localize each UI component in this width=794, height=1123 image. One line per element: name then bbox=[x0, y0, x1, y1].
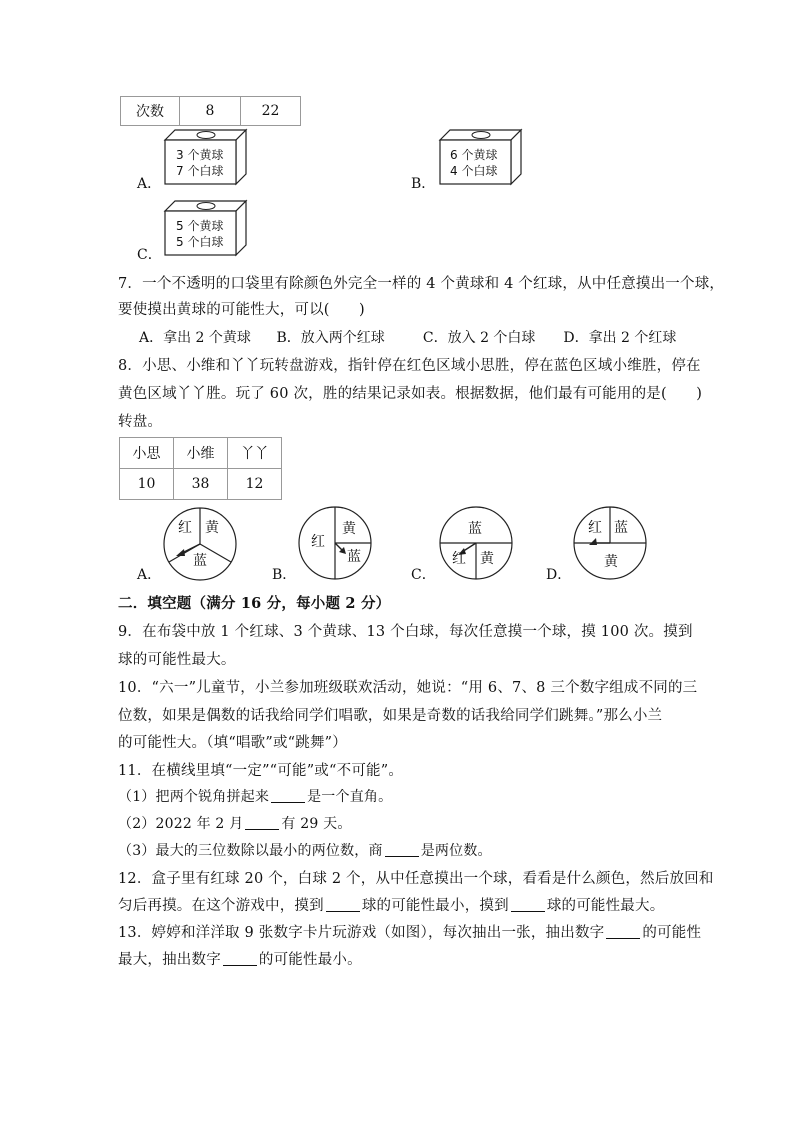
q10-line1: 10．“六一”儿童节，小兰参加班级联欢活动，她说：“用 6、7、8 三个数字组成不同的三 bbox=[118, 680, 698, 696]
spinner-b-label-red: 红 bbox=[311, 534, 325, 550]
header-yaya: 丫丫 bbox=[228, 438, 282, 469]
q7-option-d: D．拿出 2 个红球 bbox=[563, 330, 677, 346]
q11-sub2-text-b: 有 29 天。 bbox=[281, 816, 352, 832]
spinner-b-option: B． bbox=[272, 567, 297, 583]
q9-line2: 球的可能性最大。 bbox=[118, 652, 236, 668]
spinner-c bbox=[438, 505, 514, 581]
q12-line2-text-c: 球的可能性最大。 bbox=[546, 898, 665, 914]
q12-blank-1[interactable] bbox=[326, 897, 360, 912]
spinner-d-option: D． bbox=[546, 567, 572, 583]
count-value-a: 8 bbox=[180, 97, 241, 126]
q7-line2: 要使摸出黄球的可能性大，可以( ) bbox=[118, 302, 365, 318]
q11-sub3 bbox=[118, 840, 492, 860]
spinner-a-option: A． bbox=[137, 567, 162, 583]
q8-line3: 转盘。 bbox=[118, 414, 163, 430]
option-b-label: B． bbox=[411, 176, 436, 192]
header-xiaowei: 小维 bbox=[174, 438, 228, 469]
spinner-a bbox=[162, 506, 238, 582]
q11-sub3-text-a: （3）最大的三位数除以最小的两位数，商 bbox=[118, 843, 383, 859]
q12-line2 bbox=[118, 894, 664, 915]
header-xiaosi: 小思 bbox=[120, 438, 174, 469]
box-a-line2: 7 个白球 bbox=[176, 164, 224, 178]
q12-blank-2[interactable] bbox=[511, 897, 545, 912]
value-yaya: 12 bbox=[228, 469, 282, 500]
q8-line1: 8．小思、小维和丫丫玩转盘游戏，指针停在红色区域小思胜，停在蓝色区域小维胜，停在 bbox=[118, 358, 701, 374]
spinner-c-label-blue: 蓝 bbox=[468, 521, 482, 537]
spinner-d-label-red: 红 bbox=[588, 520, 602, 536]
q13-line1 bbox=[118, 921, 701, 942]
value-xiaowei: 38 bbox=[174, 469, 228, 500]
q8-line2: 黄色区域丫丫胜。玩了 60 次，胜的结果记录如表。根据数据，他们最有可能用的是( ) bbox=[118, 386, 703, 402]
section-fill-in-title: 二．填空题（满分 16 分，每小题 2 分） bbox=[118, 595, 391, 612]
q11-sub3-text-b: 是两位数。 bbox=[420, 843, 492, 859]
q11-line1: 11．在横线里填“一定”“可能”或“不可能”。 bbox=[118, 763, 404, 779]
q12-line2-text-b: 球的可能性最小，摸到 bbox=[361, 898, 509, 914]
q11-sub2 bbox=[118, 813, 352, 833]
q10-line2: 位数，如果是偶数的话我给同学们唱歌，如果是奇数的话我给同学们跳舞。”那么小兰 bbox=[118, 708, 663, 724]
box-b-line1: 6 个黄球 bbox=[450, 148, 498, 162]
option-c-label: C． bbox=[137, 247, 162, 263]
box-c-contents bbox=[176, 218, 223, 250]
box-c-line2: 5 个白球 bbox=[176, 235, 224, 249]
spinner-a-label-red: 红 bbox=[178, 520, 192, 536]
q11-sub1-text-b: 是一个直角。 bbox=[307, 789, 393, 805]
q13-blank-2[interactable] bbox=[223, 951, 257, 966]
q7-option-a: A．拿出 2 个黄球 bbox=[139, 330, 251, 346]
spinner-c-label-red: 红 bbox=[452, 551, 466, 567]
spinner-a-label-yellow: 黄 bbox=[205, 520, 219, 536]
spinner-a-label-blue: 蓝 bbox=[193, 553, 207, 569]
spinner-c-label-yellow: 黄 bbox=[480, 551, 494, 567]
q7-option-c: C．放入 2 个白球 bbox=[422, 330, 536, 346]
q7-options bbox=[139, 327, 676, 347]
box-a-line1: 3 个黄球 bbox=[176, 148, 224, 162]
option-a-label: A． bbox=[137, 176, 162, 192]
box-c-line1: 5 个黄球 bbox=[176, 219, 224, 233]
q10-line3: 的可能性大。（填“唱歌”或“跳舞”） bbox=[118, 735, 348, 751]
q13-line1-text-b: 的可能性 bbox=[642, 925, 702, 941]
q12-line1: 12．盒子里有红球 20 个，白球 2 个，从中任意摸出一个球，看看是什么颜色，然后放回和 bbox=[118, 871, 714, 887]
q11-sub2-text-a: （2）2022 年 2 月 bbox=[118, 816, 244, 832]
q13-line2 bbox=[118, 948, 362, 969]
box-b-contents bbox=[450, 147, 497, 179]
q13-line2-text-b: 的可能性最小。 bbox=[258, 952, 362, 968]
q12-line2-text-a: 匀后再摸。在这个游戏中，摸到 bbox=[118, 898, 324, 914]
q11-sub1-blank[interactable] bbox=[271, 788, 305, 803]
win-record-table bbox=[119, 437, 282, 500]
q13-blank-1[interactable] bbox=[606, 924, 640, 939]
spinner-d-label-yellow: 黄 bbox=[604, 554, 618, 570]
spinner-b-label-blue: 蓝 bbox=[347, 549, 361, 565]
value-xiaosi: 10 bbox=[120, 469, 174, 500]
q11-sub3-blank[interactable] bbox=[385, 842, 419, 857]
q9-line1: 9．在布袋中放 1 个红球、3 个黄球、13 个白球，每次任意摸一个球，摸 100 次。摸到 bbox=[118, 624, 693, 640]
spinner-b-label-yellow: 黄 bbox=[342, 521, 356, 537]
q11-sub1-text-a: （1）把两个锐角拼起来 bbox=[118, 789, 270, 805]
spinner-d-label-blue: 蓝 bbox=[614, 520, 628, 536]
q7-line1: 7．一个不透明的口袋里有除颜色外完全一样的 4 个黄球和 4 个红球，从中任意摸出一个球， bbox=[118, 276, 725, 292]
count-table bbox=[120, 96, 301, 126]
count-value-b: 22 bbox=[241, 97, 301, 126]
spinner-b bbox=[297, 505, 373, 581]
spinner-c-option: C． bbox=[411, 567, 436, 583]
q11-sub1 bbox=[118, 786, 392, 806]
q11-sub2-blank[interactable] bbox=[245, 815, 279, 830]
q7-option-b: B．放入两个红球 bbox=[276, 330, 385, 346]
q13-line2-text-a: 最大，抽出数字 bbox=[118, 952, 221, 968]
q13-line1-text-a: 13．婷婷和洋洋取 9 张数字卡片玩游戏（如图），每次抽出一张，抽出数字 bbox=[118, 925, 605, 941]
count-label: 次数 bbox=[121, 97, 180, 126]
box-a-contents bbox=[176, 147, 223, 179]
box-b-line2: 4 个白球 bbox=[450, 164, 498, 178]
